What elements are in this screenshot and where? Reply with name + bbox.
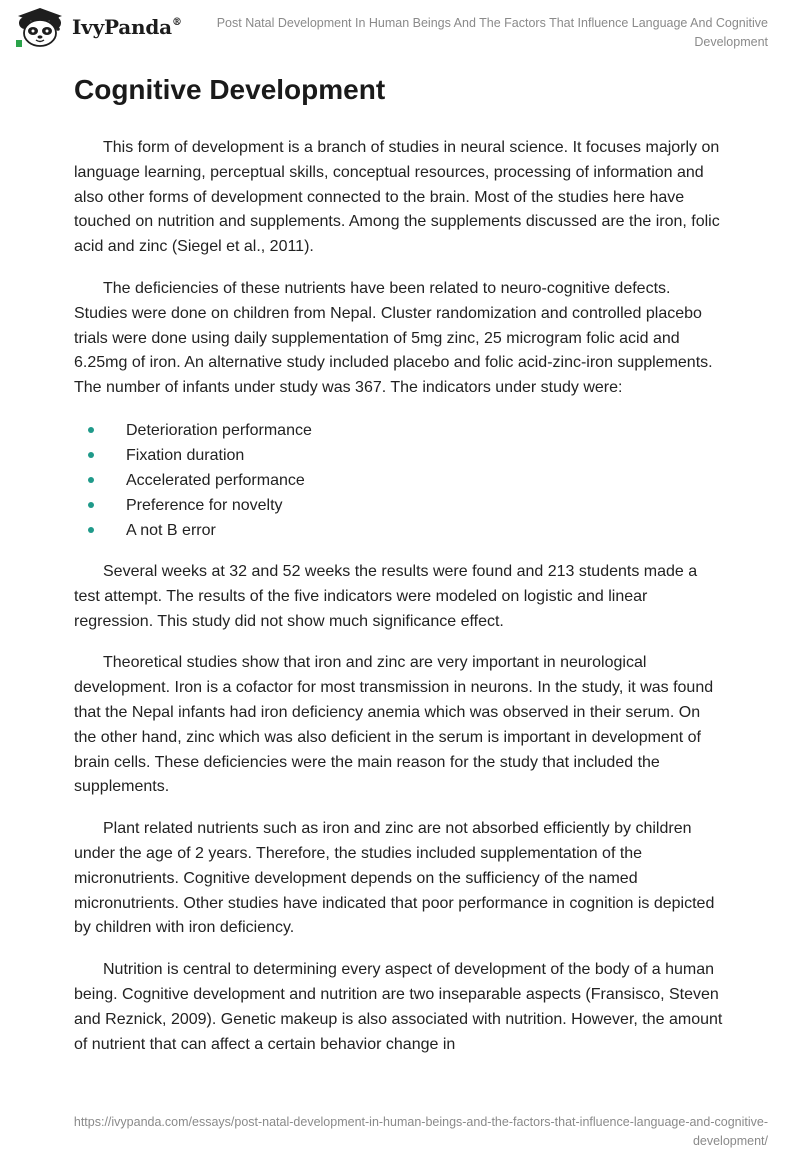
source-url-link[interactable]: https://ivypanda.com/essays/post-natal-development-in-human-beings-and-the-factors-that-influence-language-and-cognitive-development/ [73, 1115, 768, 1148]
brand-name: IvyPanda® [72, 15, 182, 39]
bullet-icon [88, 527, 94, 533]
article-content [74, 70, 724, 1074]
section-heading: Cognitive Development [74, 74, 386, 105]
paragraph: Plant related nutrients such as iron and zinc are not absorbed efficiently by children under the age of 2 years. Therefore, the studies included supplementation of the micronutrients. Cognitive development depends on the sufficiency of the named micronutrients. Other studies have indicated that poor performance in cognition is depicted by children with iron deficiency. [74, 820, 715, 937]
list-item: Deterioration performance [74, 418, 724, 443]
bullet-icon [88, 452, 94, 458]
paragraph: Nutrition is central to determining every aspect of development of the body of a human being. Cognitive development and nutrition are two inseparable aspects (Fransisco, Steven and Reznick, 2009). Genetic makeup is also associated with nutrition. However, the amount of nutrient that can affect a certain behavior change in [74, 961, 723, 1053]
list-item: Preference for novelty [74, 493, 724, 518]
paragraph: The deficiencies of these nutrients have been related to neuro-cognitive defects. Studies were done on children from Nepal. Cluster randomization and controlled placebo trials were done using daily supplementation of 5mg zinc, 25 microgram folic acid and 6.25mg of iron. An alternative study included placebo and folic acid-zinc-iron supplements. The number of infants under study was 367. The indicators under study were: [74, 279, 713, 397]
paragraph: Several weeks at 32 and 52 weeks the results were found and 213 students made a test attempt. The results of the five indicators were modeled on logistic and linear regression. This study did not show much significance effect. [74, 562, 698, 630]
brand-logo[interactable] [14, 6, 182, 48]
indicator-list [74, 418, 724, 543]
paragraph: This form of development is a branch of studies in neural science. It focuses majorly on language learning, perceptual skills, conceptual resources, processing of information and also other forms of development connected to the brain. Most of the studies here have touched on nutrition and supplements. Among the supplements discussed are the iron, folic acid and zinc (Siegel et al., 2011). [74, 139, 720, 256]
panda-graduate-icon [14, 6, 66, 48]
bullet-icon [88, 477, 94, 483]
bullet-icon [88, 427, 94, 433]
page-header [0, 0, 800, 60]
document-title: Post Natal Development In Human Beings And The Factors That Influence Language And Cognitive Development [216, 16, 768, 49]
list-item: Accelerated performance [74, 468, 724, 493]
paragraph: Theoretical studies show that iron and zinc are very important in neurological development. Iron is a cofactor for most transmission in neurons. In the study, it was found that the Nepal infants had iron deficiency anemia which was observed in their serum. On the other hand, zinc which was also deficient in the serum is important in development of brain cells. These deficiencies were the main reason for the study that included the supplements. [74, 654, 714, 796]
list-item: Fixation duration [74, 443, 724, 468]
bullet-icon [88, 502, 94, 508]
list-item: A not B error [74, 518, 724, 543]
